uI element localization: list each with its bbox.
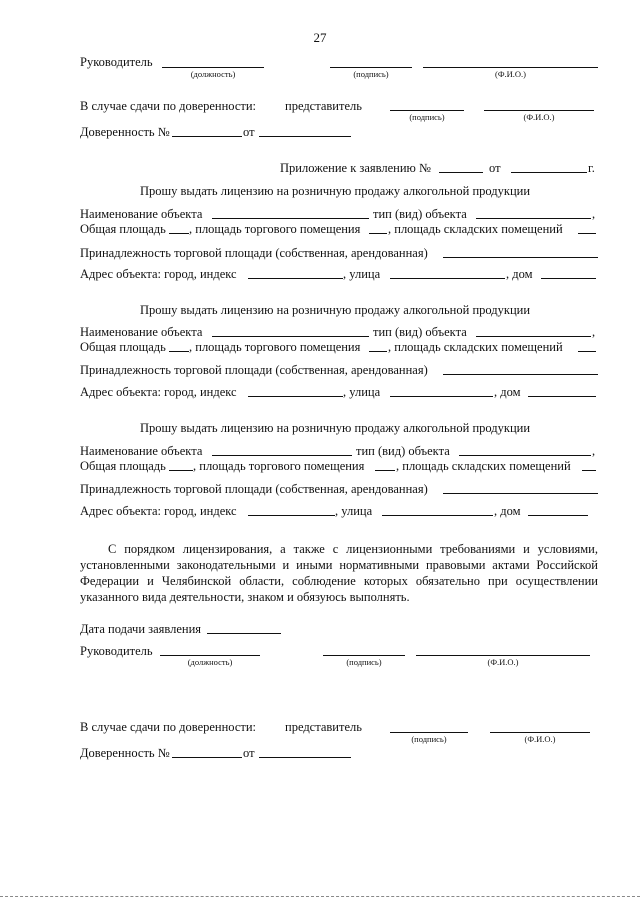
block2-street-label: , улица (343, 385, 381, 399)
proxy-text: В случае сдачи по доверенности: (80, 99, 257, 113)
block1-request: Прошу выдать лицензию на розничную продажу алкогольной продукции (140, 184, 531, 198)
block1-storage-area-field[interactable] (578, 233, 596, 234)
block3-ownership-field[interactable] (443, 493, 598, 494)
block3-address-label: Адрес объекта: город, индекс (80, 504, 237, 518)
appendix-from-label: от (489, 161, 501, 175)
representative-signature-field[interactable] (390, 110, 464, 111)
block2-storage-area-field[interactable] (578, 351, 596, 352)
representative-signature-caption-bottom: (подпись) (411, 734, 447, 744)
block1-object-name-field[interactable] (212, 218, 369, 219)
name-caption: (Ф.И.О.) (494, 69, 527, 79)
block3-house-field[interactable] (528, 515, 588, 516)
block3-object-type-label: тип (вид) объекта (356, 444, 450, 458)
power-of-attorney-label-bottom: Доверенность № (80, 746, 170, 760)
block2-trade-area-field[interactable] (369, 351, 387, 352)
block1-object-type-label: тип (вид) объекта (373, 207, 467, 221)
block2-object-type-field[interactable] (476, 336, 591, 337)
position-caption: (должность) (190, 69, 236, 79)
leader-label-bottom: Руководитель (80, 644, 153, 658)
proxy-text-bottom: В случае сдачи по доверенности: (80, 720, 257, 734)
block2-house-label: , дом (494, 385, 521, 399)
block2-total-area-field[interactable] (169, 351, 189, 352)
block1-trade-area-field[interactable] (369, 233, 387, 234)
block3-request: Прошу выдать лицензию на розничную продажу алкогольной продукции (140, 421, 531, 435)
block3-object-name-field[interactable] (212, 455, 352, 456)
leader-label: Руководитель (80, 55, 153, 69)
position-caption-bottom: (должность) (187, 657, 233, 667)
block1-house-field[interactable] (541, 278, 596, 279)
power-of-attorney-number-field[interactable] (172, 136, 242, 137)
block1-ownership-field[interactable] (443, 257, 598, 258)
block3-trade-area-field[interactable] (375, 470, 395, 471)
power-of-attorney-from-label: от (243, 125, 255, 139)
block2-address-label: Адрес объекта: город, индекс (80, 385, 237, 399)
block2-comma: , (592, 325, 596, 339)
power-of-attorney-number-field-bottom[interactable] (172, 757, 242, 758)
representative-name-field-bottom[interactable] (490, 732, 590, 733)
power-of-attorney-date-field-bottom[interactable] (259, 757, 351, 758)
signature-caption-bottom: (подпись) (346, 657, 382, 667)
block3-ownership-label: Принадлежность торговой площади (собственная, арендованная) (80, 482, 428, 496)
block3-storage-area-field[interactable] (582, 470, 596, 471)
block3-object-name-label: Наименование объекта (80, 444, 203, 458)
representative-label-bottom: представитель (285, 720, 362, 734)
block3-total-area-field[interactable] (169, 470, 193, 471)
block3-trade-area-label: , площадь торгового помещения (193, 459, 365, 473)
block1-index-field[interactable] (248, 278, 343, 279)
block3-comma: , (592, 444, 596, 458)
appendix-label: Приложение к заявлению № (280, 161, 431, 175)
block2-house-field[interactable] (528, 396, 596, 397)
appendix-number-field[interactable] (439, 172, 483, 173)
representative-name-caption-bottom: (Ф.И.О.) (524, 734, 556, 744)
block1-ownership-label: Принадлежность торговой площади (собственная, арендованная) (80, 246, 428, 260)
submission-date-field[interactable] (207, 633, 281, 634)
representative-signature-caption: (подпись) (409, 112, 445, 122)
block1-object-type-field[interactable] (476, 218, 591, 219)
block3-object-type-field[interactable] (459, 455, 591, 456)
block2-ownership-label: Принадлежность торговой площади (собственная, арендованная) (80, 363, 428, 377)
block3-index-field[interactable] (248, 515, 335, 516)
power-of-attorney-label: Доверенность № (80, 125, 170, 139)
position-field[interactable] (162, 67, 264, 68)
block1-trade-area-label: , площадь торгового помещения (189, 222, 361, 236)
block1-storage-area-label: , площадь складских помещений (388, 222, 563, 236)
signature-caption: (подпись) (353, 69, 389, 79)
block3-total-area-label: Общая площадь (80, 459, 166, 473)
block1-object-name-label: Наименование объекта (80, 207, 203, 221)
appendix-year-suffix: г. (588, 161, 595, 175)
block1-house-label: , дом (506, 267, 533, 281)
block1-address-label: Адрес объекта: город, индекс (80, 267, 237, 281)
block3-storage-area-label: , площадь складских помещений (396, 459, 571, 473)
block2-index-field[interactable] (248, 396, 343, 397)
block2-object-name-field[interactable] (212, 336, 369, 337)
block1-total-area-field[interactable] (169, 233, 189, 234)
representative-label: представитель (285, 99, 362, 113)
representative-name-caption: (Ф.И.О.) (523, 112, 555, 122)
representative-signature-field-bottom[interactable] (390, 732, 468, 733)
block2-object-type-label: тип (вид) объекта (373, 325, 467, 339)
footer-divider (0, 896, 640, 897)
block2-object-name-label: Наименование объекта (80, 325, 203, 339)
block1-comma: , (592, 207, 596, 221)
name-field-bottom[interactable] (416, 655, 590, 656)
block2-storage-area-label: , площадь складских помещений (388, 340, 563, 354)
name-caption-bottom: (Ф.И.О.) (487, 657, 519, 667)
block1-street-field[interactable] (390, 278, 505, 279)
submission-date-label: Дата подачи заявления (80, 622, 202, 636)
block3-street-field[interactable] (382, 515, 493, 516)
signature-field-bottom[interactable] (323, 655, 405, 656)
block2-request: Прошу выдать лицензию на розничную продажу алкогольной продукции (140, 303, 531, 317)
page-number: 27 (313, 30, 327, 45)
block2-trade-area-label: , площадь торгового помещения (189, 340, 361, 354)
agreement-paragraph: С порядком лицензирования, а также с лицензионными требованиями и условиями, установленными законодательными и иными нормативными правовыми актами Российской Федерации и Челябинской области, соблюдение которых обязательно при осуществлении указанного вида деятельности, знаком и обязуюсь выполнять. (80, 542, 598, 604)
block2-total-area-label: Общая площадь (80, 340, 166, 354)
block2-street-field[interactable] (390, 396, 493, 397)
block3-house-label: , дом (494, 504, 521, 518)
power-of-attorney-from-label-bottom: от (243, 746, 255, 760)
block1-total-area-label: Общая площадь (80, 222, 166, 236)
name-field[interactable] (423, 67, 598, 68)
position-field-bottom[interactable] (160, 655, 260, 656)
representative-name-field[interactable] (484, 110, 594, 111)
power-of-attorney-date-field[interactable] (259, 136, 351, 137)
appendix-date-field[interactable] (511, 172, 587, 173)
signature-field[interactable] (330, 67, 412, 68)
block3-street-label: , улица (335, 504, 373, 518)
block1-street-label: , улица (343, 267, 381, 281)
block2-ownership-field[interactable] (443, 374, 598, 375)
